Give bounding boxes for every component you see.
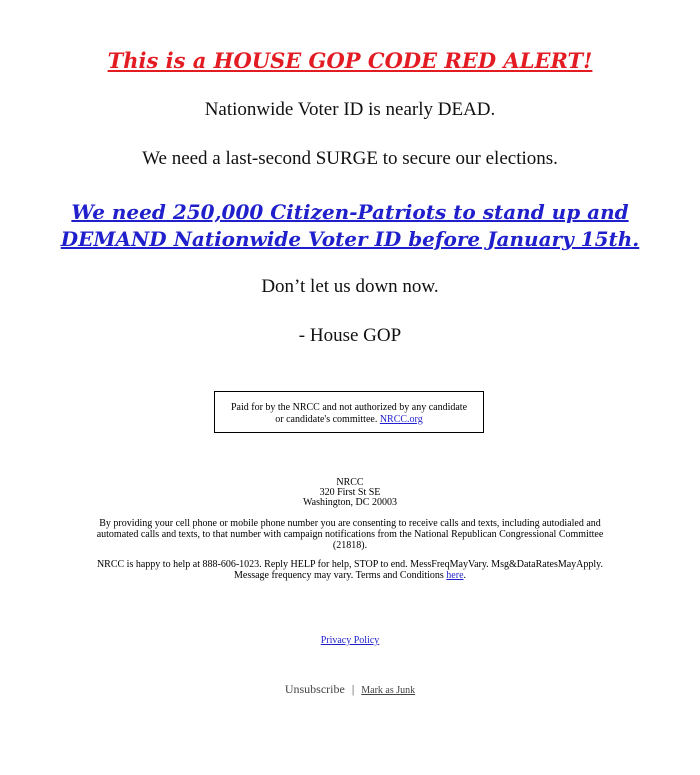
address-city: Washington, DC 20003 xyxy=(303,497,397,508)
address-org: NRCC xyxy=(336,477,364,488)
mailing-address xyxy=(0,478,700,508)
message-line-surge: We need a last-second SURGE to secure our elections. xyxy=(142,148,558,169)
unsubscribe-link[interactable]: Unsubscribe xyxy=(284,682,345,696)
message-line-voter-id: Nationwide Voter ID is nearly DEAD. xyxy=(204,99,496,120)
signature: - House GOP xyxy=(298,325,402,346)
cta-link-line-1[interactable]: We need 250,000 Citizen-Patriots to stand up and xyxy=(71,200,629,224)
disclaimer-text: Paid for by the NRCC and not authorized by any candidate or candidate's committee. xyxy=(230,402,468,425)
sms-consent-text: By providing your cell phone or mobile phone number you are consenting to receive calls and texts, including autodialed and automated calls and texts, to that number with campaign notifications from the National Republican Congressional Committee (21818). xyxy=(96,518,604,551)
help-text-end: . xyxy=(463,570,467,581)
nrcc-link[interactable]: NRCC.org xyxy=(379,414,423,425)
privacy-policy xyxy=(0,635,700,646)
alert-heading: This is a HOUSE GOP CODE RED ALERT! xyxy=(107,48,593,73)
paid-for-disclaimer xyxy=(214,391,484,433)
mark-as-junk-link[interactable]: Mark as Junk xyxy=(361,685,416,696)
terms-here-link[interactable]: here xyxy=(446,570,464,581)
cta-link[interactable] xyxy=(60,199,640,253)
address-street: 320 First St SE xyxy=(319,487,381,498)
privacy-policy-link[interactable]: Privacy Policy xyxy=(320,635,380,646)
help-text xyxy=(95,559,605,581)
help-text-body: NRCC is happy to help at 888-606-1023. Reply HELP for help, STOP to end. MessFreqMayVary. Msg&DataRatesMayApply. Message frequency may vary. Terms and Conditions xyxy=(96,559,604,581)
email-footer xyxy=(0,682,700,697)
cta-link-line-2[interactable]: DEMAND Nationwide Voter ID before January 15th. xyxy=(60,227,640,251)
message-line-dont-let-down: Don’t let us down now. xyxy=(261,276,439,297)
footer-separator: | xyxy=(351,682,355,696)
